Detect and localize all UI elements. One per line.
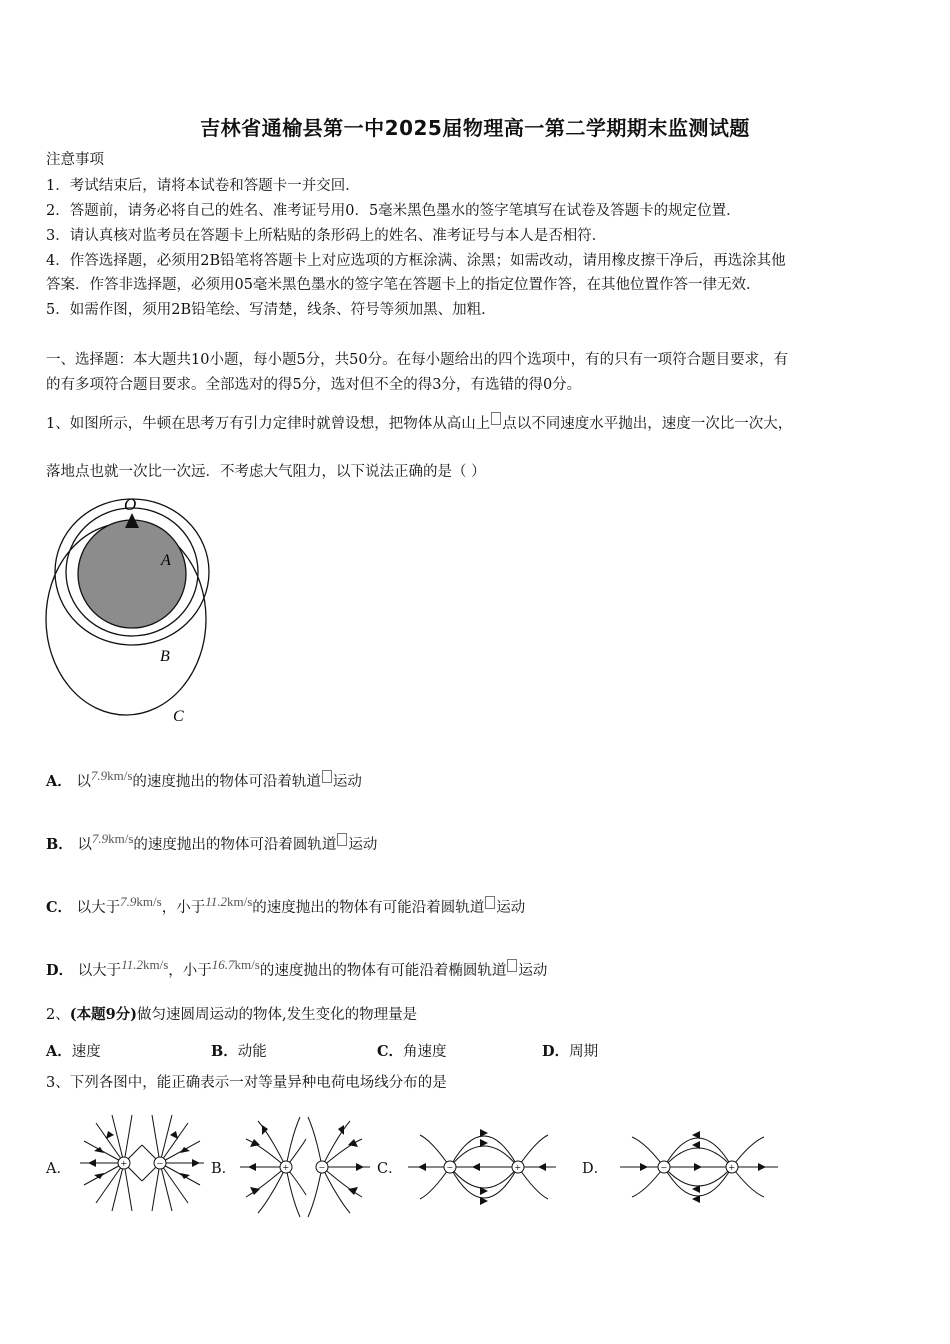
velocity-value: 11.2km/s bbox=[205, 894, 253, 909]
section-line-2: 的有多项符合题目要求。全部选对的得5分，选对但不全的得3分，有选错的得0分。 bbox=[46, 377, 582, 393]
q1-stem-b: 点以不同速度水平抛出，速度一次比一次大， bbox=[502, 416, 793, 432]
field-lines-figure bbox=[0, 1105, 950, 1225]
q1-stem-a: 1、如图所示，牛顿在思考万有引力定律时就曾设想，把物体从高山上 bbox=[46, 416, 491, 432]
charge-plus-label: + bbox=[514, 1162, 522, 1174]
charge-minus-label: − bbox=[446, 1162, 454, 1174]
q1-option-c[interactable]: C． 以大于7.9km/s，小于11.2km/s的速度抛出的物体有可能沿着圆轨道 运动 bbox=[46, 894, 526, 916]
label-c: C bbox=[173, 708, 184, 725]
velocity-value: 11.2km/s bbox=[121, 957, 169, 972]
earth bbox=[78, 520, 186, 628]
q2-option-d[interactable]: D．周期 bbox=[542, 1043, 599, 1060]
q3-option-d-label[interactable]: D． bbox=[582, 1161, 609, 1177]
notice-item: 答案．作答非选择题，必须用05毫米黑色墨水的签字笔在答题卡上的指定位置作答，在其他位置作答一律无效． bbox=[46, 277, 761, 293]
velocity-value: 7.9km/s bbox=[91, 831, 134, 846]
placeholder-box-icon bbox=[485, 896, 495, 909]
notice-item: 3．请认真核对监考员在答题卡上所粘贴的条形码上的姓名、准考证号与本人是否相符． bbox=[46, 228, 607, 244]
notice-item: 2．答题前，请务必将自己的姓名、准考证号用0．5毫米黑色墨水的签字笔填写在试卷及答题卡的规定位置． bbox=[46, 203, 741, 219]
charge-minus-label: − bbox=[318, 1162, 326, 1174]
label-o: O bbox=[124, 495, 137, 514]
notice-item: 1．考试结束后，请将本试卷和答题卡一并交回． bbox=[46, 178, 360, 194]
q3-option-c-label[interactable]: C． bbox=[377, 1161, 403, 1177]
orbit-figure bbox=[40, 494, 230, 730]
charge-plus-label: + bbox=[282, 1162, 290, 1174]
placeholder-box-icon bbox=[507, 959, 517, 972]
q2-option-c[interactable]: C．角速度 bbox=[377, 1043, 447, 1060]
q1-stem-line-1 bbox=[46, 412, 916, 434]
charge-minus-label: − bbox=[156, 1158, 164, 1170]
q1-option-d[interactable]: D． 以大于11.2km/s，小于16.7km/s的速度抛出的物体有可能沿着椭圆轨道 运动 bbox=[46, 957, 548, 979]
q1-option-a[interactable]: A． 以7.9km/s的速度抛出的物体可沿着轨道 运动 bbox=[46, 768, 362, 790]
field-diagram-b bbox=[240, 1117, 370, 1217]
label-a: A bbox=[161, 552, 171, 569]
charge-minus-label: − bbox=[660, 1162, 668, 1174]
notice-item: 4．作答选择题，必须用2B铅笔将答题卡上对应选项的方框涂满、涂黑；如需改动，请用橡皮擦干净后，再选涂其他 bbox=[46, 253, 786, 269]
q3-option-b-label[interactable]: B． bbox=[211, 1161, 237, 1177]
placeholder-box-icon bbox=[491, 412, 501, 425]
exam-title: 吉林省通榆县第一中2025届物理高一第二学期期末监测试题 bbox=[200, 116, 750, 140]
q3-option-a-label[interactable]: A． bbox=[46, 1161, 71, 1177]
velocity-value: 7.9km/s bbox=[90, 768, 133, 783]
q3-stem: 3、下列各图中，能正确表示一对等量异种电荷电场线分布的是 bbox=[46, 1075, 447, 1091]
q1-option-b[interactable]: B． 以7.9km/s的速度抛出的物体可沿着圆轨道 运动 bbox=[46, 831, 378, 853]
notice-item: 5．如需作图，须用2B铅笔绘、写清楚，线条、符号等须加黑、加粗． bbox=[46, 302, 496, 318]
placeholder-box-icon bbox=[337, 833, 347, 846]
charge-plus-label: + bbox=[120, 1158, 128, 1170]
q2-stem: 2、(本题9分)做匀速圆周运动的物体,发生变化的物理量是 bbox=[46, 1006, 418, 1023]
q1-stem-c: 落地点也就一次比一次远．不考虑大气阻力，以下说法正确的是（ ） bbox=[46, 464, 486, 480]
charge-plus-label: + bbox=[728, 1162, 736, 1174]
field-a-arrows bbox=[88, 1131, 200, 1179]
q2-option-b[interactable]: B．动能 bbox=[211, 1043, 267, 1060]
velocity-value: 7.9km/s bbox=[120, 894, 162, 909]
velocity-value: 16.7km/s bbox=[211, 957, 260, 972]
q2-option-a[interactable]: A．速度 bbox=[46, 1043, 101, 1060]
placeholder-box-icon bbox=[322, 770, 332, 783]
field-diagram-a bbox=[80, 1115, 204, 1211]
section-line-1: 一、选择题：本大题共10小题，每小题5分，共50分。在每小题给出的四个选项中，有的只有一项符合题目要求，有 bbox=[46, 352, 789, 368]
label-b: B bbox=[160, 648, 170, 665]
field-b-arrows bbox=[248, 1125, 364, 1195]
notice-heading: 注意事项 bbox=[46, 152, 104, 168]
